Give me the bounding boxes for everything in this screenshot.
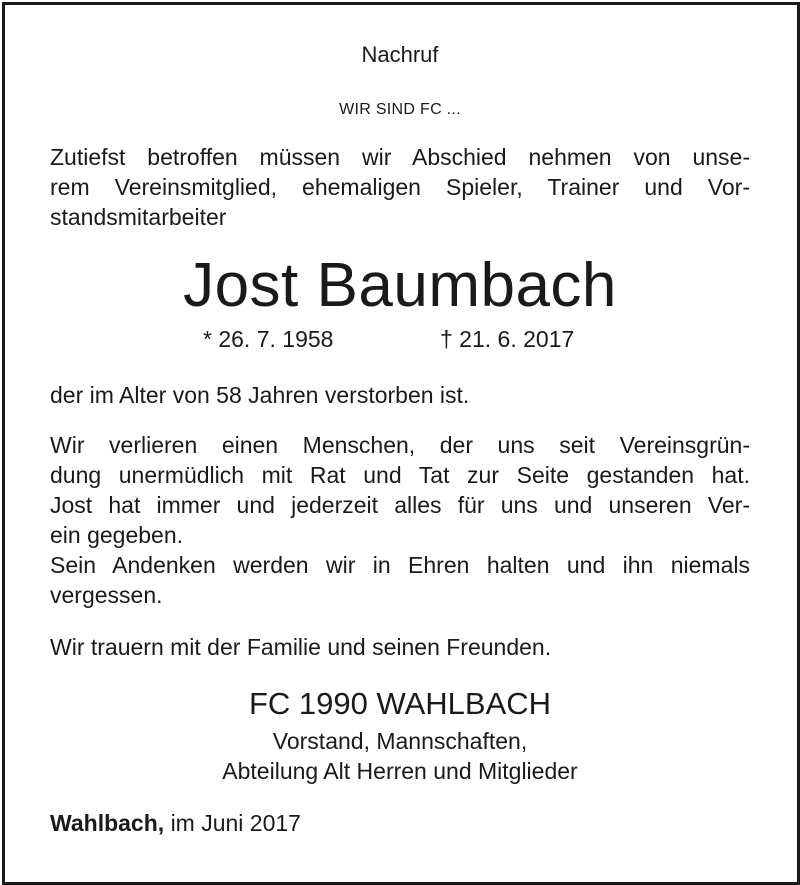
place-name: Wahlbach, — [50, 810, 165, 836]
tribute-line: Wir verlieren einen Menschen, der uns seit Vereinsgrün- — [50, 432, 750, 458]
mourning-line — [50, 632, 750, 662]
tribute-line: Jost hat immer und jederzeit alles für uns und unseren Ver- — [50, 492, 750, 518]
intro-line: standsmitarbeiter — [50, 204, 227, 230]
tribute-line: ein gegeben. — [50, 522, 184, 548]
intro-paragraph — [50, 142, 750, 232]
birth-date: * 26. 7. 1958 — [203, 326, 334, 352]
club-subtitle-1: Vorstand, Mannschaften, — [272, 728, 528, 754]
intro-line: rem Vereinsmitglied, ehemaligen Spieler, Trainer und Vor- — [50, 174, 750, 200]
tribute-paragraph — [50, 430, 750, 610]
place-date-line — [50, 810, 301, 837]
notice-heading: Nachruf — [361, 42, 439, 67]
mourning-text: Wir trauern mit der Familie und seinen Freunden. — [50, 634, 552, 660]
notice-subheading: WIR SIND FC ... — [339, 101, 461, 118]
tribute-line: dung unermüdlich mit Rat und Tat zur Seite gestanden hat. — [50, 462, 750, 488]
deceased-name: Jost Baumbach — [183, 251, 617, 320]
tribute-line: vergessen. — [50, 582, 163, 608]
death-date: † 21. 6. 2017 — [440, 326, 575, 352]
intro-line: Zutiefst betroffen müssen wir Abschied nehmen von unse- — [50, 144, 750, 170]
club-subtitle-2: Abteilung Alt Herren und Mitglieder — [222, 758, 578, 784]
age-line — [50, 380, 750, 410]
club-name: FC 1990 WAHLBACH — [248, 686, 552, 721]
notice-date: im Juni 2017 — [170, 810, 301, 836]
tribute-line: Sein Andenken werden wir in Ehren halten und ihn niemals — [50, 552, 750, 578]
age-text: der im Alter von 58 Jahren verstorben ist. — [50, 382, 470, 408]
